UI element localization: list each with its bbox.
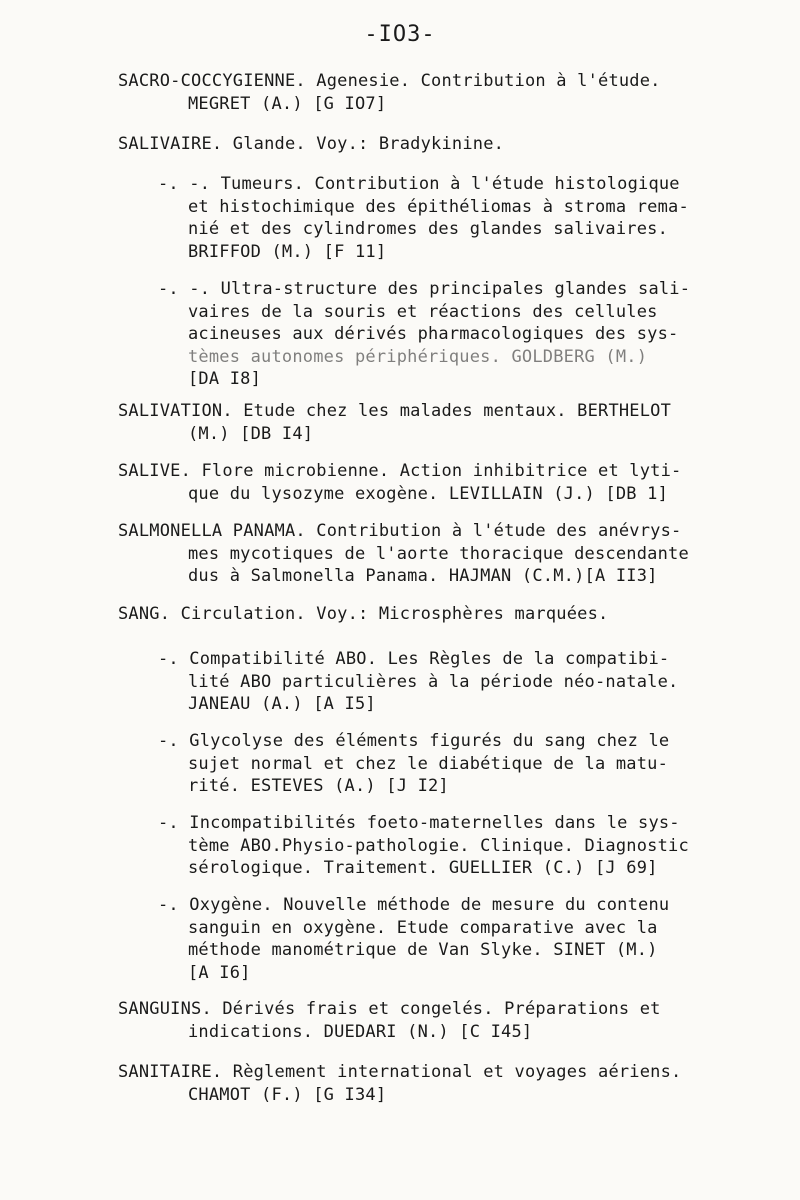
entry-line: sérologique. Traitement. GUELLIER (C.) [J 69] <box>188 858 658 878</box>
index-entry-salivation <box>118 400 678 445</box>
index-entry-sanitaire <box>118 1061 682 1106</box>
entry-line: rité. ESTEVES (A.) [J I2] <box>188 776 449 796</box>
entry-line: -. Glycolyse des éléments figurés du sang chez le <box>158 731 670 751</box>
index-subentry-tumeurs <box>158 173 688 263</box>
entry-line: SALMONELLA PANAMA. Contribution à l'étude des anévrys- <box>118 521 682 541</box>
index-subentry-incompatibilites <box>158 812 688 880</box>
index-entry-sacro-coccygienne <box>118 70 678 115</box>
entry-line: vaires de la souris et réactions des cellules <box>188 301 658 322</box>
entry-line: nié et des cylindromes des glandes salivaires. <box>188 219 669 239</box>
entry-line: indications. DUEDARI (N.) [C I45] <box>188 1021 533 1042</box>
page-number: -IO3- <box>364 22 436 47</box>
entry-line: lité ABO particulières à la période néo-natale. <box>188 671 679 692</box>
entry-line: dus à Salmonella Panama. HAJMAN (C.M.)[A II3] <box>188 566 658 586</box>
entry-line: SACRO-COCCYGIENNE. Agenesie. Contribution à l'étude. <box>118 71 661 91</box>
index-entry-sang <box>118 603 678 626</box>
index-entry-salivaire <box>118 133 678 156</box>
entry-line: -. -. Tumeurs. Contribution à l'étude histologique <box>158 174 680 194</box>
entry-line: MEGRET (A.) [G IO7] <box>188 93 387 114</box>
entry-line: CHAMOT (F.) [G I34] <box>188 1084 387 1105</box>
entry-line: (M.) [DB I4] <box>188 423 314 444</box>
entry-line: tèmes autonomes périphériques. GOLDBERG (M.) <box>188 346 648 367</box>
entry-line: tème ABO.Physio-pathologie. Clinique. Diagnostic <box>188 835 689 856</box>
entry-line: sujet normal et chez le diabétique de la matu- <box>188 753 669 774</box>
index-subentry-glycolyse <box>158 730 688 798</box>
entry-line: -. Incompatibilités foeto-maternelles dans le sys- <box>158 813 680 833</box>
entry-line: SALIVE. Flore microbienne. Action inhibitrice et lyti- <box>118 461 682 481</box>
index-subentry-compatibilite-abo <box>158 648 688 716</box>
entry-line: mes mycotiques de l'aorte thoracique descendante <box>188 543 689 564</box>
entry-line: SALIVAIRE. Glande. Voy.: Bradykinine. <box>118 134 505 154</box>
entry-line: sanguin en oxygène. Etude comparative avec la <box>188 917 658 938</box>
index-entry-sanguins <box>118 998 678 1043</box>
entry-line: JANEAU (A.) [A I5] <box>188 694 376 714</box>
entry-line: [DA I8] <box>188 369 262 389</box>
entry-line: -. Compatibilité ABO. Les Règles de la compatibi- <box>158 649 670 669</box>
entry-line: -. Oxygène. Nouvelle méthode de mesure du contenu <box>158 895 670 915</box>
entry-line: SALIVATION. Etude chez les malades mentaux. BERTHELOT <box>118 401 672 421</box>
entry-line: SANITAIRE. Règlement international et voyages aériens. <box>118 1062 682 1082</box>
entry-line: BRIFFOD (M.) [F 11] <box>188 241 387 262</box>
entry-line: que du lysozyme exogène. LEVILLAIN (J.) [DB 1] <box>188 483 669 504</box>
entry-line: SANG. Circulation. Voy.: Microsphères marquées. <box>118 604 609 624</box>
entry-line: et histochimique des épithéliomas à stroma rema- <box>188 196 689 217</box>
index-subentry-oxygene <box>158 894 688 984</box>
entry-line: acineuses aux dérivés pharmacologiques des sys- <box>188 324 679 344</box>
index-entry-salive <box>118 460 682 505</box>
entry-line: [A I6] <box>188 962 251 983</box>
index-subentry-ultra-structure <box>158 278 691 391</box>
index-entry-salmonella-panama <box>118 520 689 588</box>
entry-line: SANGUINS. Dérivés frais et congelés. Préparations et <box>118 999 661 1019</box>
entry-line: -. -. Ultra-structure des principales glandes sali- <box>158 279 691 299</box>
entry-line: méthode manométrique de Van Slyke. SINET (M.) <box>188 940 658 960</box>
